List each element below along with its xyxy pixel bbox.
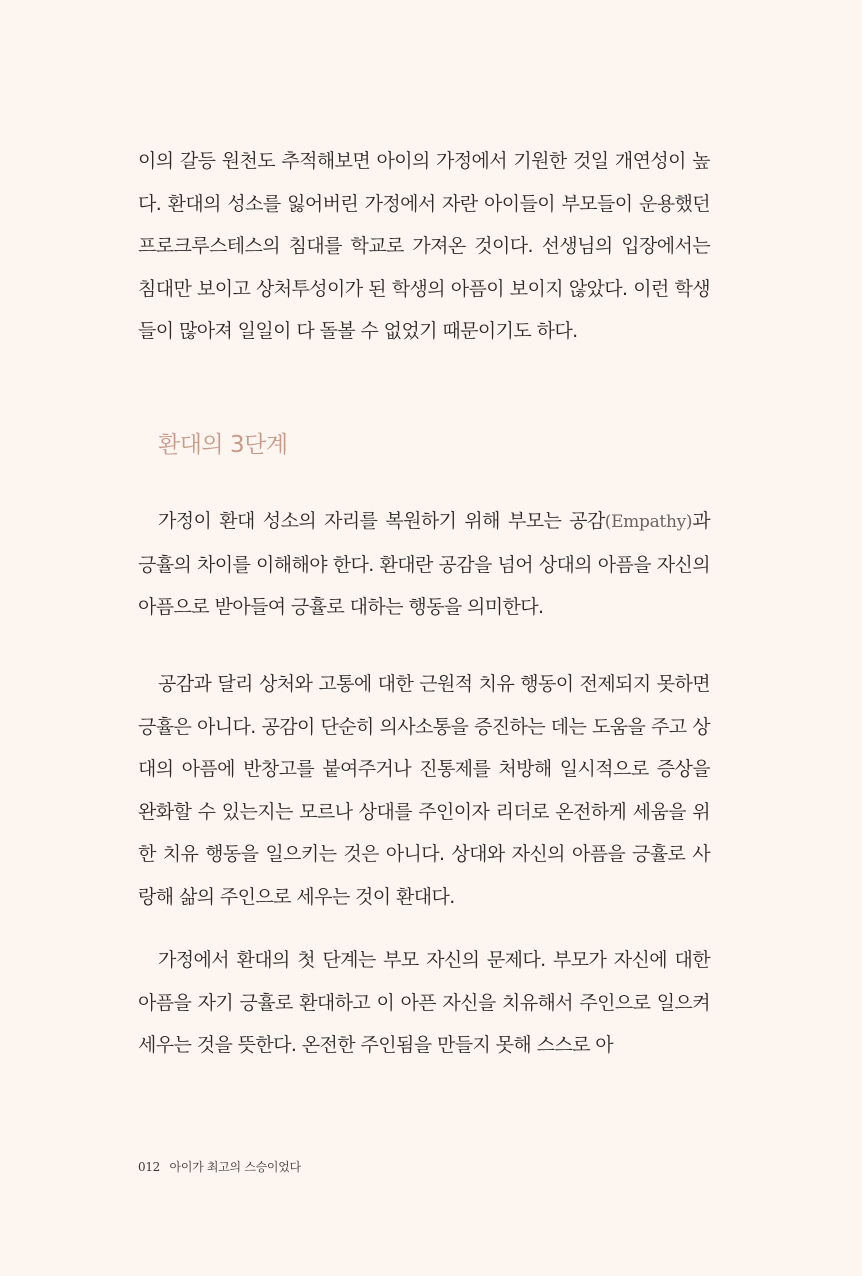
body-paragraph-1: 이의 갈등 원천도 추적해보면 아이의 가정에서 기원한 것일 개연성이 높다. 환대의 성소를 잃어버린 가정에서 자란 아이들이 부모들이 운용했던 프로크루스테스의 침대를 학교로 가져온 것이다. 선생님의 입장에서는 침대만 보이고 상처투성이가 된 학생의 아픔이 보이지 않았다. 이런 학생들이 많아져 일일이 다 돌볼 수 없었기 때문이기도 하다. (138, 150, 710, 342)
body-paragraph-3: 공감과 달리 상처와 고통에 대한 근원적 치유 행동이 전제되지 못하면 긍휼은 아니다. 공감이 단순히 의사소통을 증진하는 데는 도움을 주고 상대의 아픔에 반창고를 붙여주거나 진통제를 처방해 일시적으로 증상을 완화할 수 있는지는 모르나 상대를 주인이자 리더로 온전하게 세움을 위한 치유 행동을 일으키는 것은 아니다. 상대와 자신의 아픔을 긍휼로 사랑해 삶의 주인으로 세우는 것이 환대다. (138, 673, 710, 908)
page-number: 012 (138, 1160, 161, 1174)
empathy-term: (Empathy) (604, 512, 693, 532)
paragraph-2-text-end: 과 긍휼의 차이를 이해해야 한다. 환대란 공감을 넘어 상대의 아픔을 자신의 아픔으로 받아들여 긍휼로 대하는 행동을 의미한다. (138, 510, 710, 618)
paragraph-2-text-start: 가정이 환대 성소의 자리를 복원하기 위해 부모는 공감 (158, 510, 605, 532)
section-heading: 환대의 3단계 (158, 432, 288, 458)
body-paragraph-2 (138, 500, 710, 629)
book-title: 아이가 최고의 스승이었다 (169, 1160, 301, 1174)
page-footer (138, 1157, 301, 1177)
body-paragraph-4: 가정에서 환대의 첫 단계는 부모 자신의 문제다. 부모가 자신에 대한 아픔을 자기 긍휼로 환대하고 이 아픈 자신을 치유해서 주인으로 일으켜 세우는 것을 뜻한다. 온전한 주인됨을 만들지 못해 스스로 아 (138, 949, 710, 1056)
